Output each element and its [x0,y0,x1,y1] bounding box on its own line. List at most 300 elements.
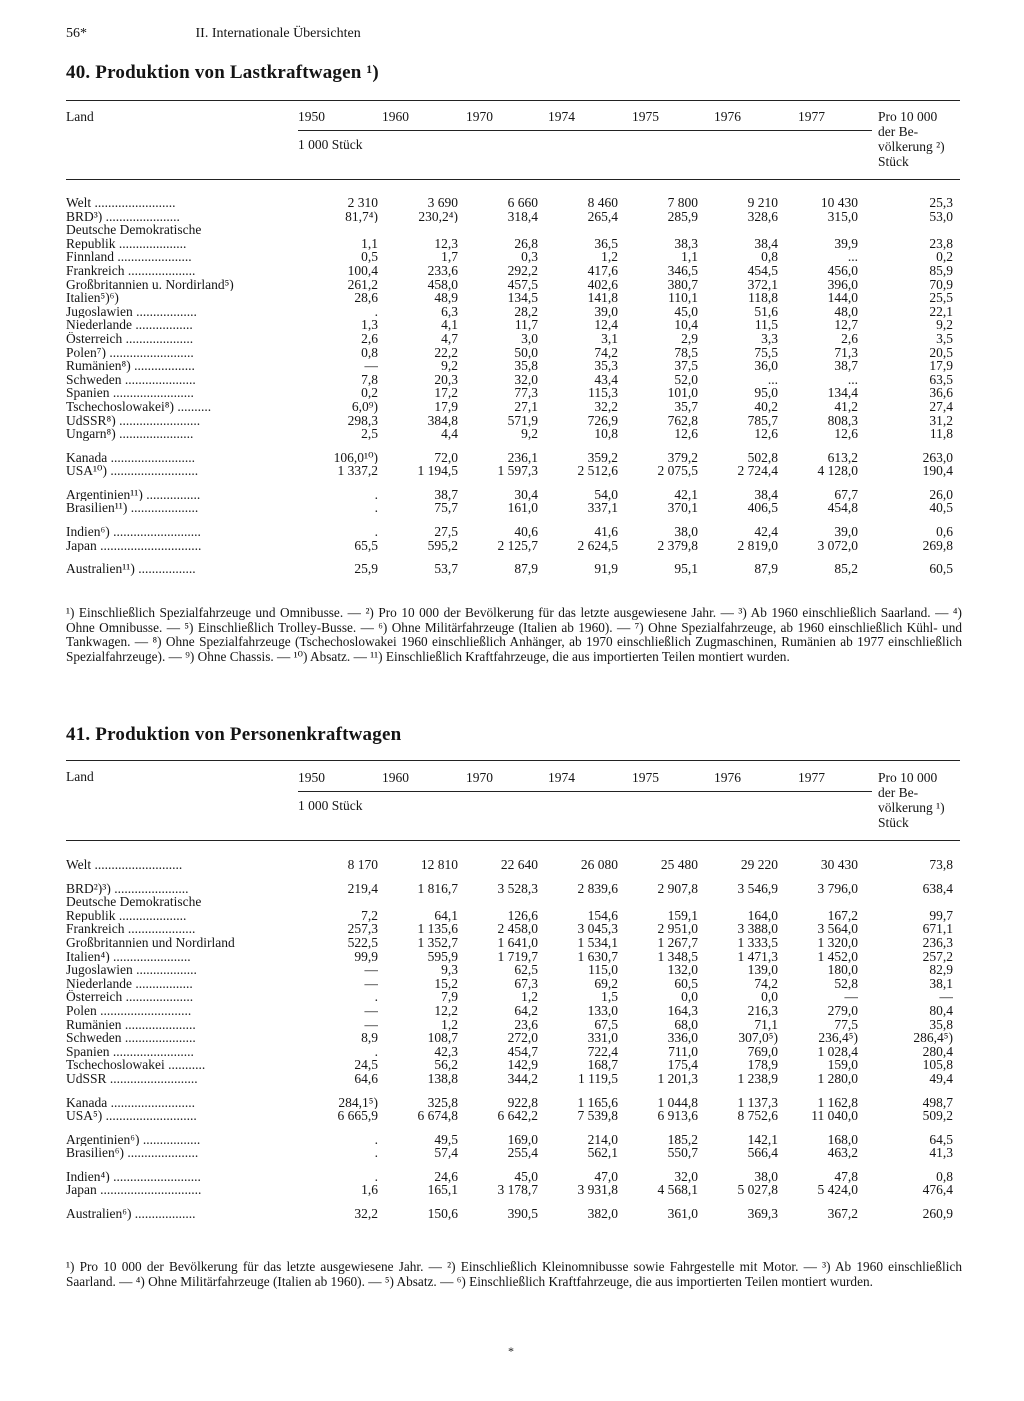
table-cell: 236,1 [507,450,538,465]
table-cell: 1,3 [361,318,378,332]
section-title: II. Internationale Übersichten [195,26,361,41]
per-header-line: völkerung ¹) [878,800,945,815]
table-cell: 236,4⁵) [818,1031,858,1045]
table-cell: 25,9 [354,562,378,576]
table-row [66,464,953,478]
table-cell: 57,4 [434,1146,458,1160]
table-41-unit: 1 000 Stück [298,798,363,813]
table-cell: 2 075,5 [657,464,698,478]
table-cell: 562,1 [587,1146,618,1160]
table-41-header-bottom-rule [66,840,960,841]
table-cell: 1 165,6 [577,1095,618,1110]
table-cell: 269,8 [922,538,953,553]
table-cell: 24,5 [354,1058,378,1072]
table-cell: 380,7 [667,277,698,292]
country-label: Finnland ...................... [66,250,192,264]
country-label: Ungarn⁸) ...................... [66,427,194,441]
table-cell: 29 220 [740,858,778,872]
table-cell: 164,3 [667,1003,698,1018]
table-cell: 1,1 [361,236,378,251]
table-cell: 331,0 [587,1031,618,1045]
country-label: Brasilien⁶) ..................... [66,1146,199,1160]
table-cell: 1 135,6 [417,922,458,936]
table-40-year: 1974 [548,109,575,124]
per-header-line: Pro 10 000 [878,109,938,124]
table-cell: 41,3 [929,1146,953,1160]
table-row [66,895,953,909]
table-row [66,501,953,515]
country-label: Rumänien ..................... [66,1017,196,1032]
table-cell: 9,2 [441,359,458,373]
table-cell: 49,4 [929,1071,953,1086]
table-cell [378,223,458,237]
table-cell: 344,2 [507,1071,538,1086]
table-cell: 9,2 [521,427,538,441]
table-cell: — [364,359,378,373]
table-cell: 325,8 [427,1095,458,1110]
table-cell: 1 337,2 [337,464,378,478]
table-cell: 0,2 [936,250,953,264]
table-cell: — [364,1017,378,1032]
page-footer-mark: * [508,1344,514,1358]
table-cell: 318,4 [507,209,538,224]
table-cell: 36,5 [594,236,618,251]
table-row [66,359,953,373]
table-cell: 3 388,0 [737,922,778,936]
table-row [66,990,953,1004]
table-cell: 272,0 [507,1031,538,1045]
table-cell: 3 178,7 [497,1183,538,1198]
table-cell: 369,3 [747,1207,778,1221]
table-cell: 2 310 [347,196,378,210]
table-cell: 62,5 [514,963,538,977]
table-cell [618,223,698,237]
table-40-per-header [878,109,945,169]
table-cell: 4,4 [441,427,458,441]
country-label: Japan .............................. [66,538,202,553]
table-cell: 10 430 [820,196,858,210]
table-cell: 165,1 [427,1183,458,1198]
table-cell: 85,2 [834,562,858,576]
table-cell: 337,1 [587,501,618,516]
table-cell: 7 800 [667,196,698,210]
table-cell: 1,7 [441,250,458,264]
table-cell: — [364,963,378,977]
table-gap-row [66,872,953,882]
table-cell: 175,4 [667,1058,698,1072]
table-cell: 456,0 [827,263,858,278]
page-number: 56* [66,26,87,41]
table-cell: 6 913,6 [657,1109,698,1123]
table-cell: 286,4⁵) [913,1031,953,1045]
table-cell: 12,6 [834,427,858,441]
table-cell: 7 539,8 [577,1109,618,1123]
table-cell: 132,0 [667,963,698,977]
table-cell: 180,0 [827,963,858,977]
table-cell: 1 630,7 [577,949,618,964]
table-cell: 2,9 [681,331,698,346]
table-cell: 7,9 [441,990,458,1004]
table-cell: 0,2 [361,386,378,400]
table-40-year: 1977 [798,109,825,124]
table-cell: 2 724,4 [737,464,778,478]
table-row [66,318,953,332]
table-cell: 1 162,8 [817,1095,858,1110]
table-cell: 263,0 [922,450,953,465]
table-gap-row [66,478,953,488]
table-cell: 99,9 [354,949,378,964]
table-cell: 457,5 [507,277,538,292]
table-cell: 4 568,1 [657,1183,698,1198]
table-cell: 60,5 [929,562,953,576]
table-cell: 257,2 [922,949,953,964]
table-row [66,1109,953,1123]
table-cell: 168,7 [587,1058,618,1072]
table-cell: 81,7⁴) [345,209,378,224]
table-cell: 762,8 [667,413,698,428]
table-cell: — [364,976,378,991]
table-cell: ... [767,372,778,387]
table-cell: 22,1 [929,304,953,319]
table-cell: 298,3 [347,413,378,428]
table-cell: 292,2 [507,263,538,278]
table-cell: — [939,990,953,1004]
table-cell: ... [847,372,858,387]
table-cell: 1 534,1 [577,935,618,950]
table-cell: 260,9 [922,1207,953,1221]
table-cell: 1,2 [441,1017,458,1032]
country-label: Argentinien⁶) ................. [66,1132,201,1147]
table-cell: 67,7 [834,487,858,502]
table-cell: 0,8 [761,250,778,264]
table-cell: 711,0 [668,1044,698,1059]
table-cell [858,223,953,237]
table-cell: 64,5 [929,1132,953,1147]
table-row [66,427,953,441]
table-cell: 2 907,8 [657,881,698,896]
table-cell: 25 480 [660,858,698,872]
table-cell: 150,6 [427,1207,458,1221]
country-label: Welt ........................ [66,196,176,210]
table-cell: 1 201,3 [657,1071,698,1086]
table-cell: 785,7 [747,413,778,428]
table-cell: 4,7 [441,331,458,346]
table-cell: 27,1 [514,399,538,414]
country-label: Japan .............................. [66,1183,202,1198]
table-cell: 49,5 [434,1132,458,1147]
table-cell: 26,8 [514,236,538,251]
table-cell: 1 816,7 [417,881,458,896]
table-cell: 3 564,0 [817,922,858,936]
table-41-body [66,858,953,1221]
table-cell: 417,6 [587,263,618,278]
country-label: Frankreich .................... [66,263,196,278]
country-label: Republik .................... [66,236,187,251]
table-cell: 328,6 [747,209,778,224]
table-cell: 463,2 [827,1146,858,1160]
table-cell: 1 194,5 [417,464,458,478]
table-cell [298,223,378,237]
table-cell: 78,5 [674,345,698,360]
table-cell: 38,1 [929,976,953,991]
table-cell: 28,6 [354,291,378,305]
table-cell: 722,4 [587,1044,618,1059]
table-cell: 164,0 [747,908,778,923]
table-cell: 1 238,9 [737,1071,778,1086]
table-cell: 230,2⁴) [418,209,458,224]
table-cell: 2 819,0 [737,538,778,553]
table-cell: 216,3 [747,1003,778,1018]
table-cell: 75,5 [754,345,778,360]
table-cell: 42,4 [754,525,778,539]
table-cell: 40,5 [929,501,953,516]
table-cell: 11,5 [754,318,778,332]
table-cell: 75,7 [434,501,458,516]
table-cell: 769,0 [747,1044,778,1059]
country-label: Jugoslawien .................. [66,304,197,319]
table-41-col-land: Land [66,769,94,784]
table-cell: 1 348,5 [657,949,698,964]
table-cell: 47,8 [834,1169,858,1184]
table-cell: . [374,304,378,319]
table-cell: 0,6 [936,525,953,539]
country-label: UdSSR⁸) ........................ [66,413,201,428]
table-cell: 69,2 [594,976,618,991]
table-gap-row [66,1123,953,1133]
table-cell: 8 752,6 [737,1109,778,1123]
table-cell: 406,5 [747,501,778,516]
table-row [66,1133,953,1147]
country-label: Spanien ........................ [66,386,194,400]
table-cell: 2,6 [841,331,858,346]
table-41-year: 1970 [466,770,493,785]
table-gap-row [66,515,953,525]
table-cell: 168,0 [827,1132,858,1147]
table-cell: 31,2 [929,413,953,428]
table-row [66,305,953,319]
table-cell: 595,2 [427,538,458,553]
table-cell: 95,0 [754,386,778,400]
table-cell: 6 642,2 [497,1109,538,1123]
table-cell: 280,4 [922,1044,953,1059]
country-label: Österreich .................... [66,990,194,1004]
table-cell: 17,9 [434,399,458,414]
table-cell: 80,4 [929,1003,953,1018]
country-label: Polen⁷) ......................... [66,345,194,360]
table-cell: 126,6 [507,908,538,923]
table-cell: 63,5 [929,372,953,387]
table-cell: 390,5 [507,1207,538,1221]
per-header-line: völkerung ²) [878,139,945,154]
table-cell: 2 379,8 [657,538,698,553]
country-label: Schweden ..................... [66,372,196,387]
table-cell: 106,0¹⁰) [333,450,378,465]
table-40-year: 1976 [714,109,741,124]
table-cell: 361,0 [667,1207,698,1221]
table-cell: 17,2 [434,386,458,400]
table-cell: 25,5 [929,291,953,305]
table-40-footnotes: ¹) Einschließlich Spezialfahrzeuge und Omnibusse. — ²) Pro 10 000 der Bevölkerung für das letzte ausgewiesene Jahr. — ³) Ab 1960 einschließlich Saarland. — ⁴) Ohne Omnibusse. — ⁵) Einschließlich Trolley-Busse. — ⁶) Ohne Militärfahrzeuge (Italien ab 1960). — ⁷) Ohne Spezialfahrzeuge, ab 1960 einschließlich Kühl- und Tankwagen. — ⁸) Ohne Spezialfahrzeuge (Tschechoslowakei 1960 einschließlich Anhänger, ab 1970 einschließlich Zugmaschinen, Rumänien ab 1977 einschließlich Spezialfahrzeuge). — ⁹) Ohne Chassis. — ¹⁰) Absatz. — ¹¹) Einschließlich Kraftfahrzeuge, die aus importierten Teilen montiert wurden. [66,605,962,664]
table-cell: 53,7 [434,562,458,576]
table-cell: 11,8 [929,427,953,441]
country-label: Italien⁴) ....................... [66,949,191,964]
table-cell: 12 810 [420,858,458,872]
table-row [66,950,953,964]
table-41-header-rule [298,791,872,792]
table-cell: 6 660 [507,196,538,210]
table-row [66,1004,953,1018]
country-label: Brasilien¹¹) .................... [66,501,199,516]
table-cell: 60,5 [674,976,698,991]
table-cell: 2 839,6 [577,881,618,896]
table-cell: 1 333,5 [737,935,778,950]
table-41-year: 1974 [548,770,575,785]
table-cell [698,223,778,237]
country-label: Australien⁶) .................. [66,1207,196,1221]
table-cell: 64,2 [514,1003,538,1018]
country-label: Deutsche Demokratische [66,223,202,237]
country-label: Großbritannien und Nordirland [66,935,235,950]
table-cell: . [374,1132,378,1147]
table-row [66,936,953,950]
table-cell: 12,2 [434,1003,458,1018]
table-cell: 43,4 [594,372,618,387]
table-cell: 1 352,7 [417,935,458,950]
table-cell: 74,2 [754,976,778,991]
table-row [66,346,953,360]
table-40-year: 1975 [632,109,659,124]
table-cell: 56,2 [434,1058,458,1072]
country-label: Rumänien⁸) .................. [66,359,195,373]
table-cell: 115,3 [588,386,618,400]
table-cell: 5 027,8 [737,1183,778,1198]
table-cell: 922,8 [507,1095,538,1110]
table-40-year: 1970 [466,109,493,124]
table-cell: 85,9 [929,263,953,278]
table-cell: 23,8 [929,236,953,251]
table-cell [458,895,538,909]
table-cell: 138,8 [427,1071,458,1086]
table-row [66,1170,953,1184]
table-41-title: 41. Produktion von Personenkraftwagen [66,724,402,745]
table-cell [778,895,858,909]
country-label: Frankreich .................... [66,922,196,936]
table-cell: 12,7 [834,318,858,332]
table-cell: 1 137,3 [737,1095,778,1110]
table-cell: 36,6 [929,386,953,400]
country-label: Polen ........................... [66,1003,192,1018]
table-cell: 37,5 [674,359,698,373]
table-cell: 12,6 [674,427,698,441]
table-row [66,264,953,278]
table-cell: 1,5 [601,990,618,1004]
table-cell: 3 072,0 [817,538,858,553]
table-cell: 67,5 [594,1017,618,1032]
table-cell: 45,0 [674,304,698,319]
table-cell: 236,3 [922,935,953,950]
table-cell: 402,6 [587,277,618,292]
table-cell: 214,0 [587,1132,618,1147]
table-row [66,1045,953,1059]
table-cell: 32,2 [594,399,618,414]
table-cell: 110,1 [668,291,698,305]
table-cell: 32,0 [674,1169,698,1184]
table-cell: 1 641,0 [497,935,538,950]
table-40-year: 1960 [382,109,409,124]
country-label: Spanien ........................ [66,1044,194,1059]
table-cell: 10,4 [674,318,698,332]
table-40-unit: 1 000 Stück [298,137,363,152]
per-header-line: Pro 10 000 [878,770,938,785]
table-cell: 1,6 [361,1183,378,1198]
table-cell: 167,2 [827,908,858,923]
table-cell: 20,5 [929,345,953,360]
table-cell: 68,0 [674,1017,698,1032]
table-cell: 77,5 [834,1017,858,1032]
table-row [66,250,953,264]
table-41-year: 1950 [298,770,325,785]
table-cell: 38,0 [754,1169,778,1184]
table-cell: 45,0 [514,1169,538,1184]
table-cell [858,895,953,909]
table-cell: 41,2 [834,399,858,414]
per-header-line: der Be- [878,785,919,800]
table-cell: 190,4 [922,464,953,478]
table-row [66,414,953,428]
table-cell: 108,7 [427,1031,458,1045]
table-cell: 382,0 [587,1207,618,1221]
table-cell: 2 512,6 [577,464,618,478]
table-cell: 379,2 [667,450,698,465]
table-gap-row [66,552,953,562]
table-40-top-rule [66,100,960,101]
country-label: Republik .................... [66,908,187,923]
table-gap-row [66,1160,953,1170]
table-cell: 3,3 [761,331,778,346]
table-cell: ... [847,250,858,264]
table-row [66,539,953,553]
table-row [66,373,953,387]
table-row [66,196,953,210]
table-row [66,963,953,977]
table-cell: 22,2 [434,345,458,360]
table-cell: 35,8 [514,359,538,373]
table-cell: 95,1 [674,562,698,576]
table-cell: 139,0 [747,963,778,977]
table-cell: — [844,990,858,1004]
table-40-year: 1950 [298,109,325,124]
table-cell: 169,0 [507,1132,538,1147]
table-cell: 159,0 [827,1058,858,1072]
table-cell: 115,0 [588,963,618,977]
table-cell: 42,3 [434,1044,458,1059]
table-cell: 72,0 [434,450,458,465]
table-cell: 4,1 [441,318,458,332]
table-cell: 3 796,0 [817,881,858,896]
table-row [66,882,953,896]
table-cell: 372,1 [747,277,778,292]
country-label: Schweden ..................... [66,1031,196,1045]
table-cell: 40,2 [754,399,778,414]
table-row [66,858,953,872]
table-cell: 54,0 [594,487,618,502]
table-cell: . [374,1044,378,1059]
table-cell: 454,5 [747,263,778,278]
table-gap-row [66,441,953,451]
table-cell: 566,4 [747,1146,778,1160]
table-41-per-header [878,770,945,830]
table-cell: 1 028,4 [817,1044,858,1059]
